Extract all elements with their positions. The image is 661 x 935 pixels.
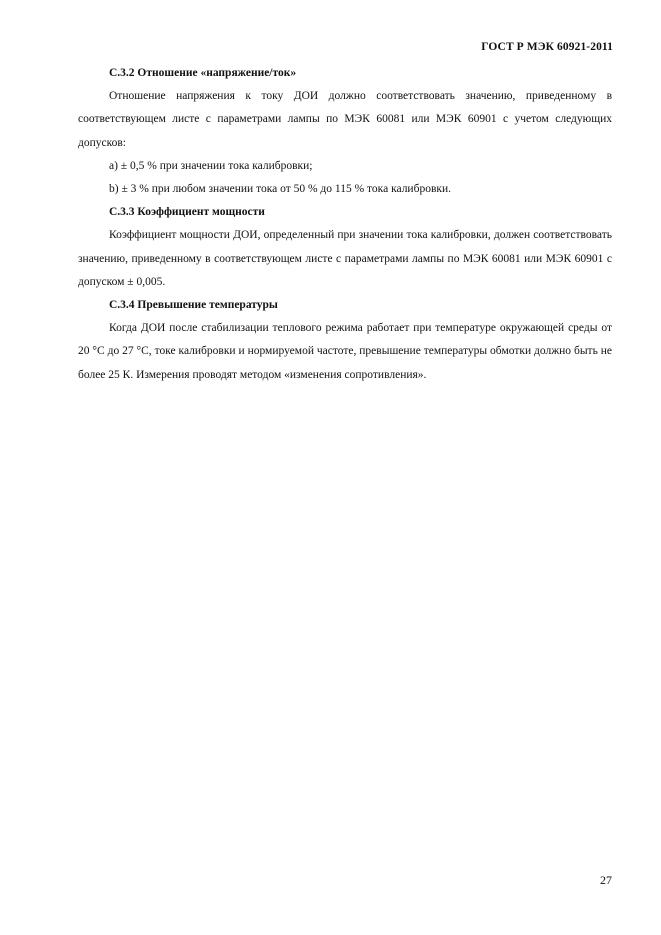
section-heading-c33: С.3.3 Коэффициент мощности [109,206,265,219]
section-heading-c34: С.3.4 Превышение температуры [109,299,278,312]
page-number: 27 [600,873,612,887]
document-body [78,62,612,387]
section-paragraph-c34: Когда ДОИ после стабилизации теплового режима работает при температуре окружающей среды от 20 °С до 27 °С, токе калибровки и нормируемой частоте, превышение температуры обмотки должно быть не более 25 К. Измерения проводят методом «изменения сопротивления». [78,322,612,381]
section-heading-c32: С.3.2 Отношение «напряжение/ток» [109,67,297,79]
list-item-a: а) ± 0,5 % при значении тока калибровки; [109,159,313,172]
list-item-b: b) ± 3 % при любом значении тока от 50 % до 115 % тока калибровки. [109,183,451,196]
section-paragraph-c33: Коэффициент мощности ДОИ, определенный при значении тока калибровки, должен соответствовать значению, приведенному в соответствующем листе с параметрами лампы по МЭК 60081 или МЭК 60901 с допуском ± 0,005. [78,229,612,288]
document-header: ГОСТ Р МЭК 60921-2011 [481,41,613,53]
section-paragraph-c32: Отношение напряжения к току ДОИ должно соответствовать значению, приведенному в соответствующем листе с параметрами лампы по МЭК 60081 или МЭК 60901 с учетом следующих допусков: [78,90,612,149]
